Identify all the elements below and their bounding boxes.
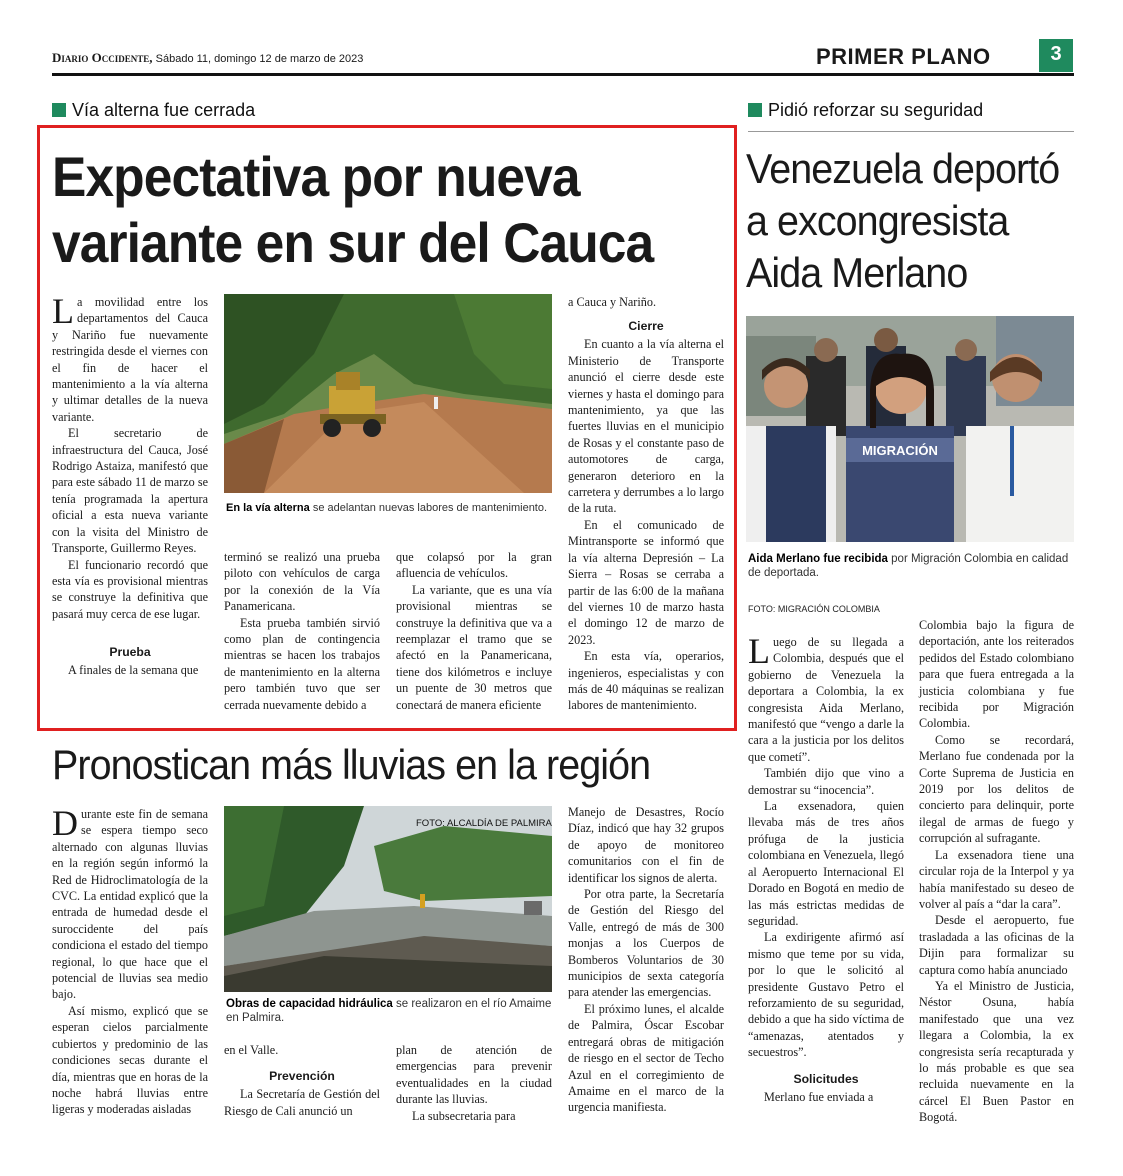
article1-col4: a Cauca y Nariño. Cierre En cuanto a la vía alterna el Ministerio de Transporte anunció el cierre desde este viernes y hasta el domingo para mantenimiento, ya que las fuertes lluvias en el municipio de Rosas y el constante paso de automotores de carga, generaron deterioro en la carretera y derrumbes a lo largo de la ruta. En el comunicado de Mintransporte se informó que la vía alterna Depresión – La Sierra – Rosas se cerraba a partir de las 6:00 de la mañana del viernes 10 de marzo hasta el domingo 12 de marzo de 2023. En esta vía, operarios, ingenieros, especialistas y con más de 40 máquinas se realizan labores de mantenimiento.: [568, 295, 724, 713]
dropcap: L: [52, 291, 74, 331]
header-rule: [52, 73, 1074, 76]
article1-col3: que colapsó por la gran afluencia de vehículos. La variante, que es una vía provisional mientras se construye la definitiva que va a reemplazar el tramo que se afectó en la Panamericana, tiene dos kilómetros e incluye un puente de 30 metros que conectará de manera eficiente: [396, 550, 552, 712]
article1-headline: Expectativa por nueva variante en sur del Cauca: [52, 145, 654, 274]
article2-headline: Venezuela deportó a excongresista Aida Merlano: [746, 145, 1060, 296]
subhead: Solicitudes: [793, 1071, 859, 1086]
article2-col2: Colombia bajo la figura de deportación, ante los reiterados pedidos del Estado colombiano para que fuera entregada a la justicia colombiana y fue recibida por Migración Colombia. Como se recordará, Merlano fue condenada por la Corte Suprema de Justicia en 2019 por los delitos de concierto para delinquir, porte ilegal de armas de fuego y corrupción al sufragante. La exsenadora tiene una circular roja de la Interpol y ya había manifestado su deseo de volver al país a “dar la cara”. Desde el aeropuerto, fue trasladada a las oficinas de la Dijin para formalizar su captura como había anunciado Ya el Ministro de Justicia, Néstor Osuna, había manifestado que una vez llegara a Colombia, la ex congresista sería recapturada y lo más probable es que sea recluida nuevamente en la cárcel El Buen Pastor en Bogotá.: [919, 618, 1074, 1125]
paper-name: Diario Occidente,: [52, 50, 153, 65]
article2-col1: L uego de su llegada a Colombia, después que el gobierno de Venezuela la deportara a Colombia, la ex congresista Aida Merlano, manifestó que “vengo a darle la cara a la justicia por los delitos que cometí”. También dijo que vino a demostrar su “inocencia”. La exsenadora, quien llevaba más de tres años prófuga de la justicia colombiana en Venezuela, llegó al Aeropuerto Internacional El Dorado en Bogotá en medio de las más estrictas medidas de seguridad. La exdirigente afirmó así mismo que teme por su vida, por lo que le solicitó al presidente Gustavo Petro el reforzamiento de su seguridad, debido a que ha sido víctima de “amenazas, atentados y secuestros”. Solicitudes Merlano fue enviada a: [748, 631, 904, 1104]
river-works-photo: [224, 806, 552, 992]
section-title: PRIMER PLANO: [816, 44, 991, 69]
merlano-photo: [746, 316, 1074, 542]
article1-col2: terminó se realizó una prueba piloto con vehículos de carga por la conexión de la Vía Panamericana. Esta prueba también sirvió como plan de contingencia mientras se hacen los trabajos de mantenimiento en la alterna pero también tuvo que ser cerrada nuevamente debido a: [224, 550, 380, 712]
vest-text: MIGRACIÓN: [862, 443, 938, 458]
road-grader-photo: [224, 294, 552, 493]
kicker-square-icon: [748, 103, 762, 117]
article1-kicker: Vía alterna fue cerrada: [52, 100, 255, 121]
article3-col4: Manejo de Desastres, Rocío Díaz, indicó que hay 32 grupos de apoyo de monitoreo comunitarios con el fin de identificar los signos de alerta. Por otra parte, la Secretaría de Gestión del Riesgo del Valle, entregó de más de 300 monjas a los Cuerpos de Bomberos Voluntarios de 30 municipios de sexta categoría para atender las emergencias. El próximo lunes, el alcalde de Palmira, Óscar Escobar entregará obras de mitigación de riesgo en el sector de Techo Azul en el corregimiento de Amaime en el marco de la urgencia manifiesta.: [568, 805, 724, 1115]
subhead: Prevención: [269, 1069, 335, 1084]
article3-headline: Pronostican más lluvias en la región: [52, 741, 651, 788]
article2-kicker: Pidió reforzar su seguridad: [748, 100, 983, 121]
masthead: [52, 50, 363, 66]
article3-col3: plan de atención de emergencias para prevenir eventualidades en la ciudad durante las lluvias. La subsecretaria para: [396, 1043, 552, 1123]
article1-col1: L a movilidad entre los departamentos del Cauca y Nariño fue nuevamente restringida desde el viernes con el fin de hacer el mantenimiento a la vía alterna y ultimar detalles de la nueva variante. El secretario de infraestructura del Cauca, José Rodrigo Astaiza, manifestó que para este sábado 11 de marzo se tenía programada la apertura oficial a esta nueva variante con la visita del Ministro de Transporte, Guillermo Reyes. El funcionario recordó que esta vía es provisional mientras se construye la definitiva que pasará muy cerca de ese lugar. Prueba A finales de la semana que: [52, 291, 208, 678]
article3-caption: Obras de capacidad hidráulica se realizaron en el río Amaime en Palmira.: [226, 998, 552, 1024]
kicker-square-icon: [52, 103, 66, 117]
photo-credit: FOTO: MIGRACIÓN COLOMBIA: [748, 604, 880, 614]
kicker-rule: [748, 131, 1074, 132]
issue-date: Sábado 11, domingo 12 de marzo de 2023: [155, 53, 364, 65]
article3-col2: en el Valle. Prevención La Secretaría de Gestión del Riesgo de Cali anunció un: [224, 1043, 380, 1118]
subhead: Cierre: [628, 319, 664, 334]
article3-col1: D urante este fin de semana se espera tiempo seco alternado con algunas lluvias en la región según informó la Red de Hidroclimatología de la CVC. La entidad explicó que la entrada de humedad desde el suroccidente del país condiciona el estado del tiempo regional, lo que hace que el potencial de lluvias sea medio bajo. Así mismo, explicó que se esperan cielos parcialmente cubiertos y predominio de las condiciones secas durante el día, mientras que en horas de la noche habrá lluvias entre ligeras y moderadas aisladas: [52, 803, 208, 1117]
subhead: Prueba: [109, 645, 151, 660]
article1-caption: En la vía alterna se adelantan nuevas labores de mantenimiento.: [226, 502, 548, 514]
page-number: 3: [1039, 39, 1073, 72]
dropcap: L: [748, 631, 770, 671]
dropcap: D: [52, 803, 78, 843]
article2-caption: Aida Merlano fue recibida por Migración Colombia en calidad de deportada.: [748, 553, 1069, 579]
photo-credit: FOTO: ALCALDÍA DE PALMIRA: [416, 818, 552, 829]
